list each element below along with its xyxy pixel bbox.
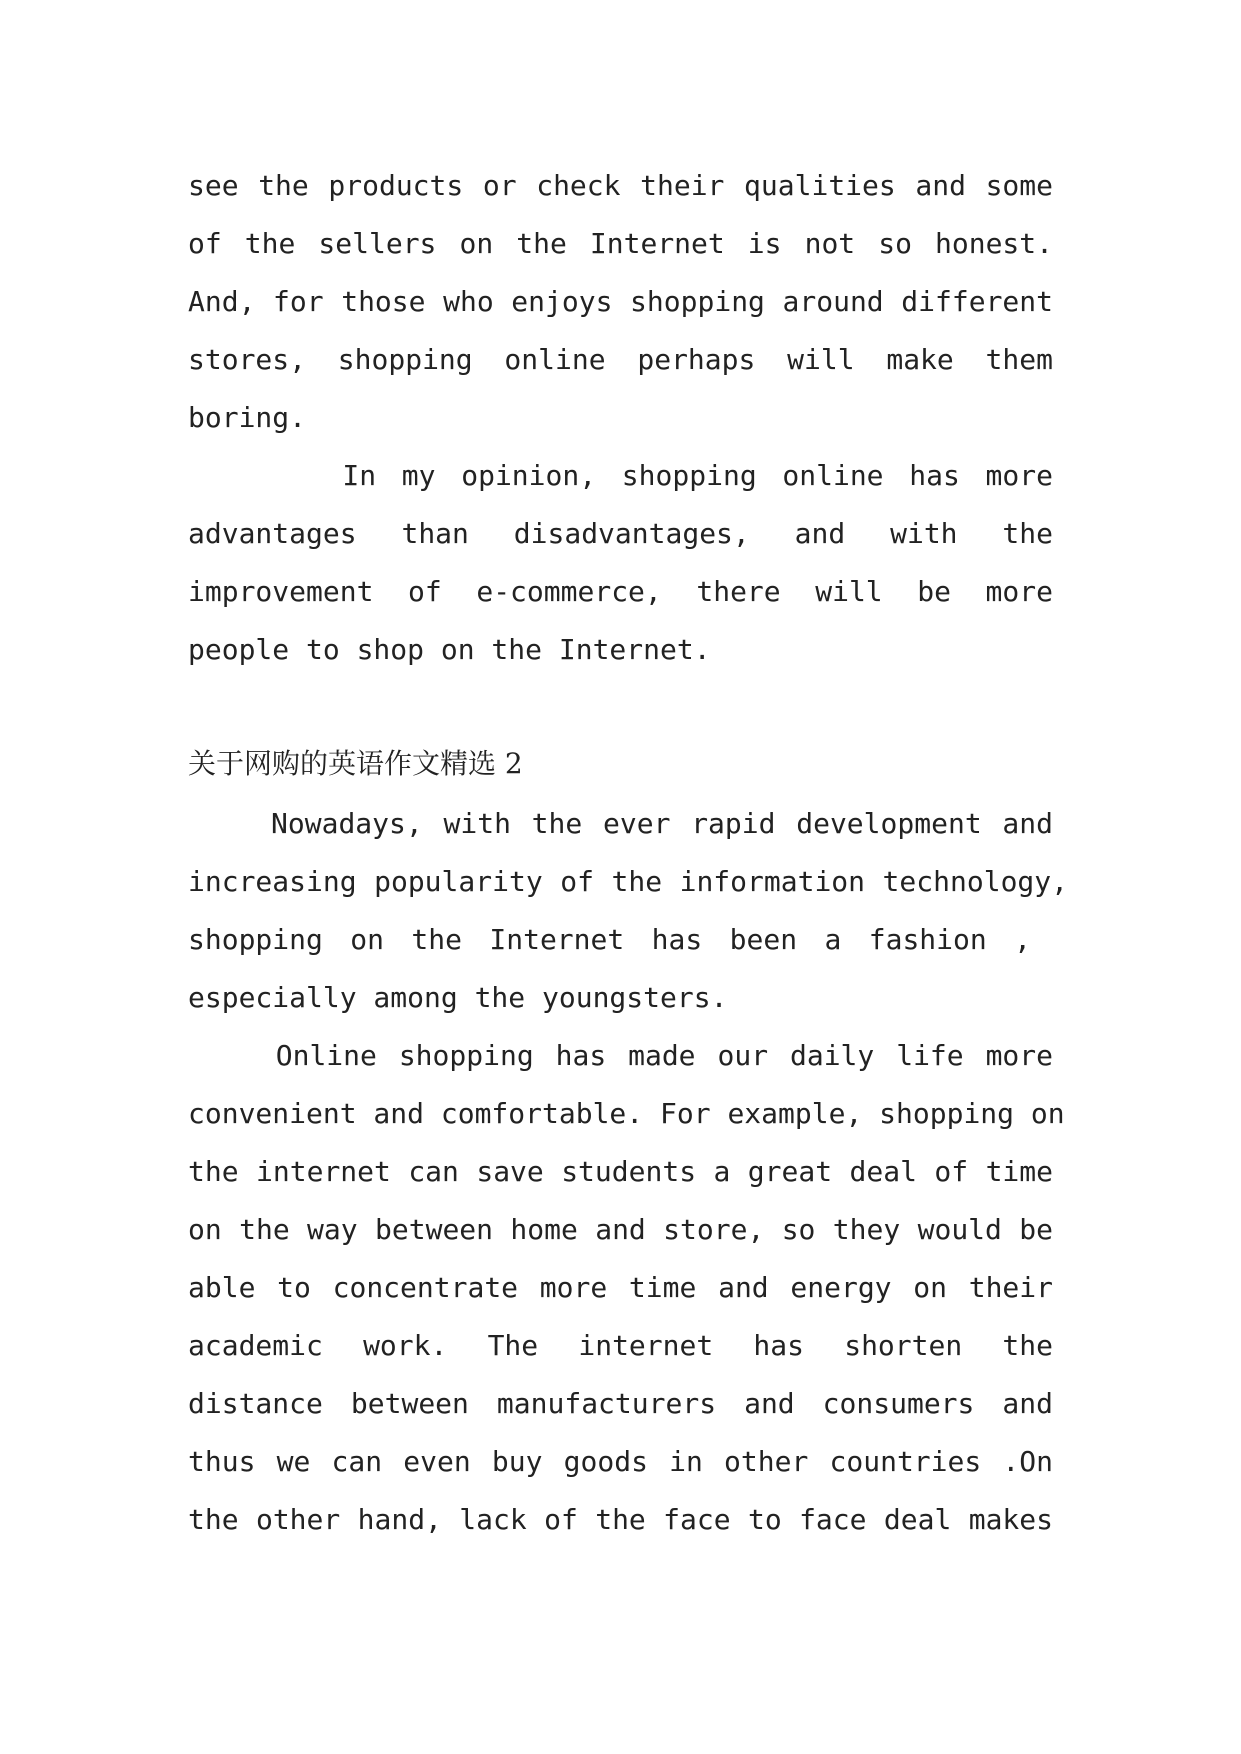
text-line: improvement of e-commerce, there will be more	[188, 575, 1053, 608]
text-line: increasing popularity of the information technology,	[188, 865, 1068, 898]
text-line: especially among the youngsters.	[188, 981, 728, 1014]
text-line: boring.	[188, 401, 307, 434]
text-line: able to concentrate more time and energy on their	[188, 1271, 1053, 1304]
text-line: people to shop on the Internet.	[188, 633, 711, 666]
text-line: convenient and comfortable. For example, shopping on	[188, 1097, 1065, 1130]
section-heading: 关于网购的英语作文精选 2	[188, 747, 523, 780]
text-line: Nowadays, with the ever rapid development and	[188, 807, 1053, 840]
text-line: stores, shopping online perhaps will make them	[188, 343, 1053, 376]
text-line: And, for those who enjoys shopping around different	[188, 285, 1053, 318]
text-line: advantages than disadvantages, and with the	[188, 517, 1053, 550]
text-line: shopping on the Internet has been a fashion ,	[188, 923, 1031, 956]
text-line: In my opinion, shopping online has more	[188, 459, 1053, 492]
text-line: academic work. The internet has shorten the	[188, 1329, 1053, 1362]
text-line: the other hand, lack of the face to face deal makes	[188, 1503, 1053, 1536]
text-line: of the sellers on the Internet is not so honest.	[188, 227, 1053, 260]
text-line: on the way between home and store, so they would be	[188, 1213, 1053, 1246]
text-line: see the products or check their qualities and some	[188, 169, 1053, 202]
text-line: Online shopping has made our daily life more	[188, 1039, 1053, 1072]
text-line: thus we can even buy goods in other countries .On	[188, 1445, 1053, 1478]
text-line: distance between manufacturers and consumers and	[188, 1387, 1053, 1420]
text-line: the internet can save students a great deal of time	[188, 1155, 1053, 1188]
